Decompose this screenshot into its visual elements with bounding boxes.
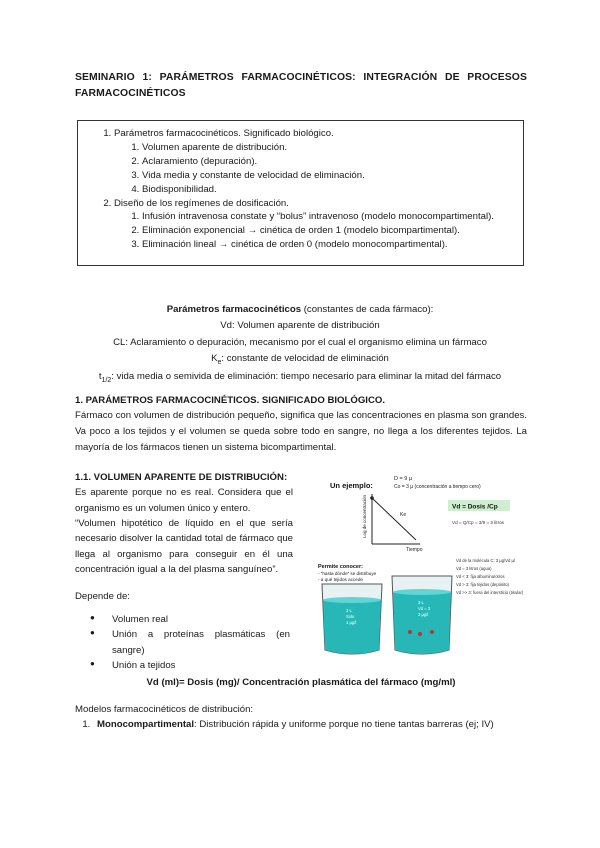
- figure-x-label: Tiempo: [406, 547, 423, 553]
- parameters-heading-bold: Parámetros farmacocinéticos: [166, 304, 302, 315]
- figure-legend-line: Vd > 3: fija tejidos (depósito): [456, 582, 509, 587]
- dependency-list: [90, 612, 290, 673]
- index-subitem: 1. Infusión intravenosa constate y “bolus” intravenoso (modelo monocompartimental).: [142, 210, 515, 224]
- figure-legend-line: Vd = 3 litros (agua): [456, 566, 492, 571]
- figure-permite-1: - “hasta dónde” se distribuye: [318, 571, 377, 576]
- beaker-1-label: 1 µg/l: [346, 620, 357, 625]
- param-ke: [75, 351, 525, 369]
- parameters-heading: [75, 302, 525, 318]
- beaker-2-label: 3 L: [418, 600, 424, 605]
- section-1-1-paragraph-1: Es aparente porque no es real. Considera que el organismo es un volumen único y entero.: [75, 487, 293, 514]
- parameters-summary: [75, 302, 525, 386]
- section-1-heading: 1. PARÁMETROS FARMACOCINÉTICOS. SIGNIFICADO BIOLÓGICO.: [75, 395, 386, 406]
- figure-c0-label: Co = 3 µ (concentración a tiempo cero): [394, 484, 481, 490]
- beaker-1-label: 3 L: [346, 608, 352, 613]
- section-1-1-heading: 1.1. VOLUMEN APARENTE DE DISTRIBUCIÓN:: [75, 472, 288, 483]
- figure-c0-point: [370, 496, 374, 500]
- param-t-symbol: t: [98, 370, 102, 382]
- beaker-2: [392, 576, 452, 654]
- section-1-text: Fármaco con volumen de distribución pequeño, significa que las concentraciones en plasma son grandes. Va poco a los tejidos y el volumen se queda sobre todo en sangre, no llega a los diferentes tejidos. La mayoría de los fármacos tienen un sistema bicompartimental.: [75, 409, 527, 453]
- figure-example-label: Un ejemplo:: [330, 481, 373, 490]
- figure-legend-line: Vd de la molécula C: 3 µg/Vd µl: [456, 558, 515, 563]
- figure-legend-line: Vd < 3: fija albumina/otros: [456, 574, 505, 579]
- beaker-2-label: 3 µg/l: [418, 612, 429, 617]
- figure-legend-line: Vd >> 3: fuera del intersticio (tisular): [456, 590, 524, 595]
- vd-formula: Vd (ml)= Dosis (mg)/ Concentración plasmática del fármaco (mg/ml): [146, 677, 456, 688]
- drug-particle: [408, 630, 412, 634]
- index-subitem: 4. Biodisponibilidad.: [142, 183, 515, 197]
- index-item-2: [114, 197, 515, 253]
- figure-permite-label: Permite conocer:: [318, 564, 363, 570]
- figure-y-label: Log de concentración: [362, 494, 367, 538]
- figure-permite-2: - a qué tejidos accede: [318, 577, 363, 582]
- index-subitem: 3. Eliminación lineal → cinética de orden 0 (modelo monocompartimental).: [142, 238, 515, 252]
- index-item-1: [114, 127, 515, 197]
- index-item-1-label: Parámetros farmacocinéticos. Significado biológico.: [114, 128, 334, 139]
- figure-dose-label: D = 9 µ: [394, 476, 412, 482]
- index-subitem: 1. Volumen aparente de distribución.: [142, 141, 515, 155]
- index-subitem: 3. Vida media y constante de velocidad de eliminación.: [142, 169, 515, 183]
- drug-particle: [430, 630, 434, 634]
- models-section: [75, 702, 527, 733]
- beaker-1-label: Solo: [346, 614, 355, 619]
- vd-example-figure: [312, 472, 540, 662]
- param-t-text: : vida media o semivida de eliminación: tiempo necesario para eliminar la mitad del fármaco: [111, 370, 502, 382]
- section-1-1-paragraph-2: “Volumen hipotético de líquido en el que sería necesario disolver la cantidad total de fármaco que llega al organismo para conseguir en él una concentración igual a la del plasma sanguíneo”.: [75, 518, 293, 576]
- list-item: ● Unión a tejidos: [90, 658, 290, 673]
- param-cl: CL: Aclaramiento o depuración, mecanismo por el cual el organismo elimina un fármaco: [113, 336, 487, 348]
- list-item: ● Unión a proteínas plasmáticas (en sangre): [90, 627, 290, 658]
- index-subitem: 2. Eliminación exponencial → cinética de orden 1 (modelo bicompartimental).: [142, 224, 515, 238]
- model-item-1-label: Monocompartimental: [97, 719, 195, 731]
- figure-formula-detail: Vd = Q/Cp = 3/9 = 3 litros: [452, 520, 504, 525]
- param-ke-subscript: e: [217, 358, 222, 366]
- index-box: [77, 120, 524, 266]
- document-title: SEMINARIO 1: PARÁMETROS FARMACOCINÉTICOS: INTEGRACIÓN DE PROCESOS FARMACOCINÉTICOS: [75, 72, 527, 100]
- section-1-1: [75, 470, 293, 605]
- parameters-heading-rest: (constantes de cada fármaco):: [301, 304, 434, 315]
- param-t-subscript: 1/2: [101, 376, 112, 384]
- figure-formula-box-text: Vd = Dosis /Cp: [452, 503, 498, 511]
- models-intro: Modelos farmacocinéticos de distribución:: [75, 704, 254, 715]
- param-vd: Vd: Volumen aparente de distribución: [220, 320, 380, 332]
- depende-label: Depende de:: [75, 591, 130, 603]
- param-ke-symbol: K: [211, 352, 218, 364]
- figure-ke-label: Ke: [400, 512, 407, 518]
- drug-particle: [418, 632, 422, 636]
- param-ke-text: : constante de velocidad de eliminación: [221, 352, 389, 364]
- list-item: ● Volumen real: [90, 612, 290, 627]
- figure-decay-line: [372, 498, 416, 540]
- index-item-2-label: Diseño de los regímenes de dosificación.: [114, 197, 289, 209]
- beaker-2-label: Vd = 3: [418, 606, 431, 611]
- index-subitem: 2. Aclaramiento (depuración).: [142, 155, 515, 169]
- section-1: [75, 394, 527, 455]
- model-item-1-text: : Distribución rápida y uniforme porque no tiene tantas barreras (ej; IV): [194, 719, 494, 731]
- beaker-1: [322, 584, 382, 654]
- model-item-1: [93, 717, 527, 732]
- param-t12: [75, 369, 525, 387]
